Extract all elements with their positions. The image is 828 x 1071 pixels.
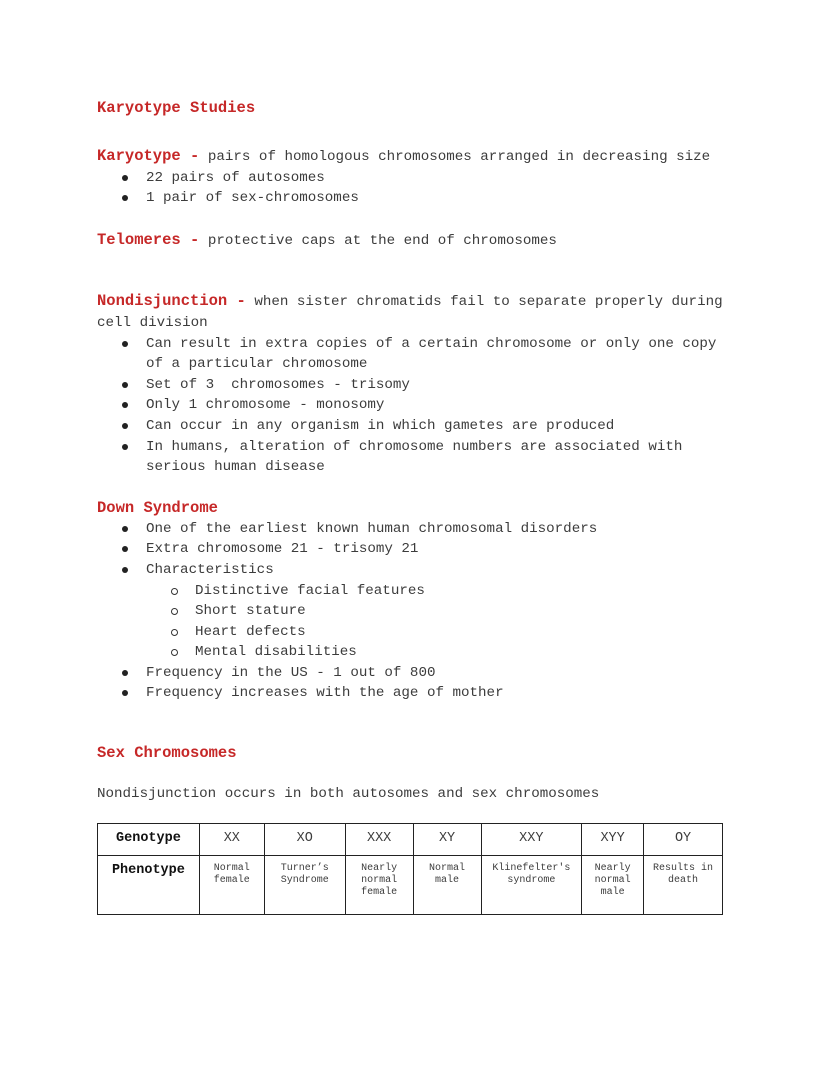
sex-chromosomes-text: Nondisjunction occurs in both autosomes and sex chromosomes xyxy=(97,786,600,803)
table-row-header: Phenotype xyxy=(98,855,200,914)
document-page xyxy=(97,98,737,915)
table-cell: Nearly normal female xyxy=(345,855,413,914)
table-row-header: Genotype xyxy=(98,823,200,855)
list-item: 1 pair of sex-chromosomes xyxy=(146,188,737,209)
table-cell: XXX xyxy=(345,823,413,855)
table-cell: XXY xyxy=(481,823,582,855)
nondisjunction-section xyxy=(97,291,737,477)
list-item: One of the earliest known human chromosomal disorders xyxy=(146,519,737,540)
list-item: Can occur in any organism in which gametes are produced xyxy=(146,416,737,437)
genotype-row xyxy=(98,823,723,855)
sub-list-item: Short stature xyxy=(195,601,737,622)
list-item: Frequency increases with the age of mother xyxy=(146,683,737,704)
telomeres-section xyxy=(97,230,737,252)
table-cell: Klinefelter's syndrome xyxy=(481,855,582,914)
nondisjunction-term: Nondisjunction - xyxy=(97,292,246,311)
sub-list-item: Heart defects xyxy=(195,622,737,643)
nondisjunction-definition-text: when sister chromatids fail to separate properly during cell division xyxy=(97,294,723,331)
nondisjunction-definition xyxy=(97,291,737,333)
karyotype-definition xyxy=(97,146,737,168)
karyotype-list xyxy=(97,168,737,209)
sub-list-item: Distinctive facial features xyxy=(195,581,737,602)
characteristics-label: Characteristics xyxy=(146,561,274,578)
list-item: 22 pairs of autosomes xyxy=(146,168,737,189)
telomeres-term: Telomeres - xyxy=(97,230,200,249)
table-cell: Normal male xyxy=(413,855,481,914)
genotype-phenotype-table xyxy=(97,823,723,915)
list-item: Set of 3 chromosomes - trisomy xyxy=(146,375,737,396)
telomeres-definition-text: protective caps at the end of chromosomes xyxy=(207,232,557,249)
sex-chromosomes-section xyxy=(97,742,737,915)
karyotype-term: Karyotype - xyxy=(97,147,200,165)
list-item: Extra chromosome 21 - trisomy 21 xyxy=(146,539,737,560)
karyotype-definition-text: pairs of homologous chromosomes arranged in decreasing size xyxy=(207,149,711,165)
table-cell: Normal female xyxy=(199,855,264,914)
table-cell: XO xyxy=(264,823,345,855)
table-cell: XY xyxy=(413,823,481,855)
down-syndrome-heading: Down Syndrome xyxy=(97,498,218,517)
karyotype-section xyxy=(97,146,737,209)
table-cell: Turner’s Syndrome xyxy=(264,855,345,914)
table-cell: Results in death xyxy=(644,855,723,914)
list-item: In humans, alteration of chromosome numbers are associated with serious human disease xyxy=(146,437,737,478)
down-syndrome-section xyxy=(97,497,737,704)
table-cell: XYY xyxy=(582,823,644,855)
down-syndrome-list xyxy=(97,519,737,704)
table-cell: Nearly normal male xyxy=(582,855,644,914)
sex-chromosomes-heading: Sex Chromosomes xyxy=(97,744,237,763)
characteristics-list xyxy=(146,581,737,663)
list-item xyxy=(146,560,737,663)
sub-list-item: Mental disabilities xyxy=(195,642,737,663)
nondisjunction-list xyxy=(97,334,737,478)
table-cell: OY xyxy=(644,823,723,855)
telomeres-definition xyxy=(97,230,737,252)
table-cell: XX xyxy=(199,823,264,855)
list-item: Only 1 chromosome - monosomy xyxy=(146,395,737,416)
page-title: Karyotype Studies xyxy=(97,99,256,117)
list-item: Can result in extra copies of a certain chromosome or only one copy of a particular chromosome xyxy=(146,334,737,375)
phenotype-row xyxy=(98,855,723,914)
list-item: Frequency in the US - 1 out of 800 xyxy=(146,663,737,684)
